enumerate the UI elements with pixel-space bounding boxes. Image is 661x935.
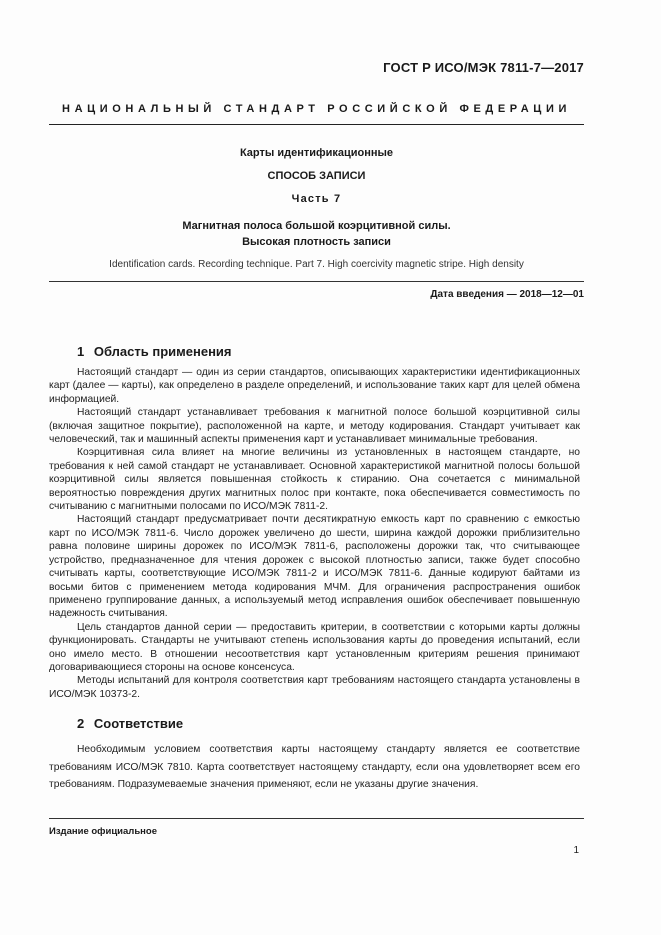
national-standard-heading: НАЦИОНАЛЬНЫЙ СТАНДАРТ РОССИЙСКОЙ ФЕДЕРАЦИИ — [62, 103, 571, 115]
date-of-introduction: Дата введения — 2018—12—01 — [430, 289, 584, 300]
paragraph: Коэрцитивная сила влияет на многие величины из установленных в настоящем стандарте, но требования к ней самой стандарт не устанавливает. Основной характеристикой магнитной полосы большой коэрцитивной силы является повышенная стойкость к стиранию. Она сочетается с минимальной вероятностью повреждения других магнитных полос при контакте, пока обеспечивается совместимость по считыванию с магнитными полосами по ИСО/МЭК 7811-2. — [49, 447, 580, 513]
title-part: Часть 7 — [291, 193, 342, 205]
paragraph: Необходимым условием соответствия карты настоящему стандарту является ее соответствие требованиям ИСО/МЭК 7810. Карта соответствует настоящему стандарту, если она удовлетворяет всем его требованиям. Подразумеваемые значения применяют, если не указаны другие значения. — [49, 744, 580, 790]
section-body — [49, 366, 580, 701]
paragraph: Настоящий стандарт устанавливает требования к магнитной полосе большой коэрцитивной силы (включая защитное покрытие), расположенной на карте, и методу кодирования. Стандарт учитывает как человеческий, так и машинный аспекты применения карт и устанавливает минимальные требования. — [49, 407, 580, 446]
paragraph: Настоящий стандарт — один из серии стандартов, описывающих характеристики идентификационных карт (далее — карты), как определено в разделе определений, и использование таких карт для целей обмена информацией. — [49, 367, 580, 405]
section-title: Соответствие — [93, 716, 184, 731]
section-body — [49, 741, 580, 794]
standard-code: ГОСТ Р ИСО/МЭК 7811-7—2017 — [383, 60, 584, 75]
section-heading — [77, 344, 232, 359]
section-title: Область применения — [93, 344, 232, 359]
paragraph: Цель стандартов данной серии — предоставить критерии, в соответствии с которыми карты должны функционировать. Стандарты не учитывают степень использования карты до проведения испытаний, если оно имело место. В отношении несоответствия карт установленным критериям решения принимают договаривающиеся стороны на основе консенсуса. — [49, 621, 580, 673]
subtitle-line-1: Магнитная полоса большой коэрцитивной силы. — [182, 220, 451, 232]
paragraph: Методы испытаний для контроля соответствия карт требованиям настоящего стандарта установлены в ИСО/МЭК 10373-2. — [49, 675, 580, 700]
edition-label: Издание официальное — [49, 826, 157, 837]
title-line-2: СПОСОБ ЗАПИСИ — [267, 170, 366, 182]
footer-divider — [49, 818, 584, 819]
title-divider — [49, 281, 584, 282]
title-line-1: Карты идентификационные — [239, 147, 394, 159]
header-divider — [49, 124, 584, 125]
english-title: Identification cards. Recording technique. Part 7. High coercivity magnetic stripe. High density — [109, 259, 524, 270]
title-subtitle — [49, 218, 584, 250]
page-number: 1 — [573, 845, 579, 856]
subtitle-line-2: Высокая плотность записи — [242, 236, 391, 248]
section-number: 2 — [77, 716, 85, 731]
section-heading — [77, 716, 183, 731]
paragraph: Настоящий стандарт предусматривает почти десятикратную емкость карт по сравнению с емкостью карт по ИСО/МЭК 7811-6. Число дорожек увеличено до шести, ширина каждой дорожки приблизительно равна половине ширины дорожек по ИСО/МЭК 7811-6, расположены дорожки так, что считывающее устройство, предназначенное для чтения дорожек с высокой плотностью записи, также будет способно считывать карты, соответствующие ИСО/МЭК 7811-2 и ИСО/МЭК 7811-6. Данные кодируют байтами из восьми битов с применением метода кодирования МЧМ. Для ограничения распространения ошибок применено группирование данных, а используемый метод исправления ошибок обеспечивает повышенную надежность считывания. — [49, 514, 580, 620]
section-number: 1 — [77, 344, 85, 359]
